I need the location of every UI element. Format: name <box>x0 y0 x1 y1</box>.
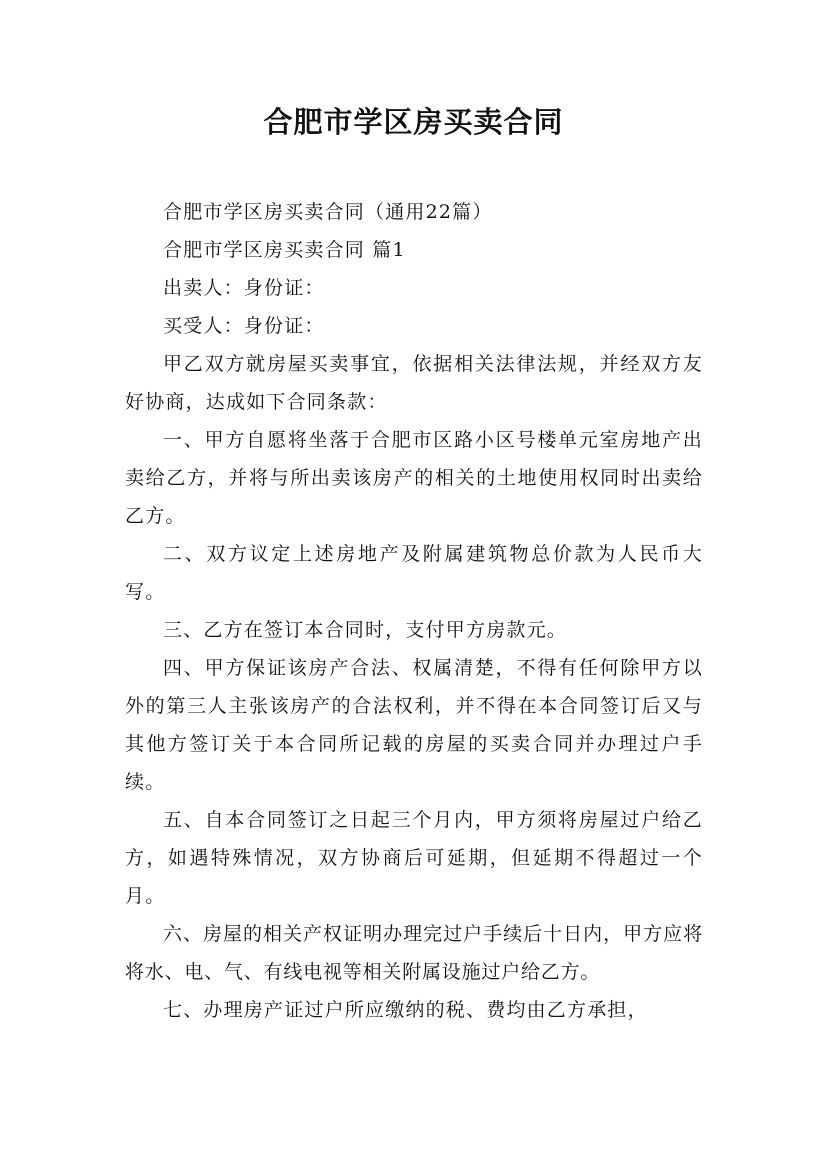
paragraph-10: 五、自本合同签订之日起三个月内，甲方须将房屋过户给乙方，如遇特殊情况，双方协商后可延期，但延期不得超过一个月。 <box>125 809 703 907</box>
paragraph-3: 出卖人：身份证： <box>163 277 325 299</box>
paragraph-9: 四、甲方保证该房产合法、权属清楚，不得有任何除甲方以外的第三人主张该房产的合法权利，并不得在本合同签订后又与其他方签订关于本合同所记载的房屋的买卖合同并办理过户手续。 <box>125 657 703 793</box>
document-body <box>125 193 703 1029</box>
paragraph-1: 合肥市学区房买卖合同（通用22篇） <box>163 201 493 223</box>
paragraph-7: 二、双方议定上述房地产及附属建筑物总价款为人民币大写。 <box>125 543 703 603</box>
document-title: 合肥市学区房买卖合同 <box>263 105 564 139</box>
paragraph-5: 甲乙双方就房屋买卖事宜，依据相关法律法规，并经双方友好协商，达成如下合同条款： <box>125 353 703 413</box>
paragraph-6: 一、甲方自愿将坐落于合肥市区路小区号楼单元室房地产出卖给乙方，并将与所出卖该房产的相关的土地使用权同时出卖给乙方。 <box>125 429 703 527</box>
paragraph-8: 三、乙方在签订本合同时，支付甲方房款元。 <box>163 619 568 641</box>
paragraph-12: 七、办理房产证过户所应缴纳的税、费均由乙方承担， <box>163 999 648 1021</box>
paragraph-2: 合肥市学区房买卖合同 篇1 <box>163 239 406 261</box>
paragraph-11: 六、房屋的相关产权证明办理完过户手续后十日内，甲方应将将水、电、气、有线电视等相关附属设施过户给乙方。 <box>125 923 703 983</box>
paragraph-4: 买受人：身份证： <box>163 315 325 337</box>
